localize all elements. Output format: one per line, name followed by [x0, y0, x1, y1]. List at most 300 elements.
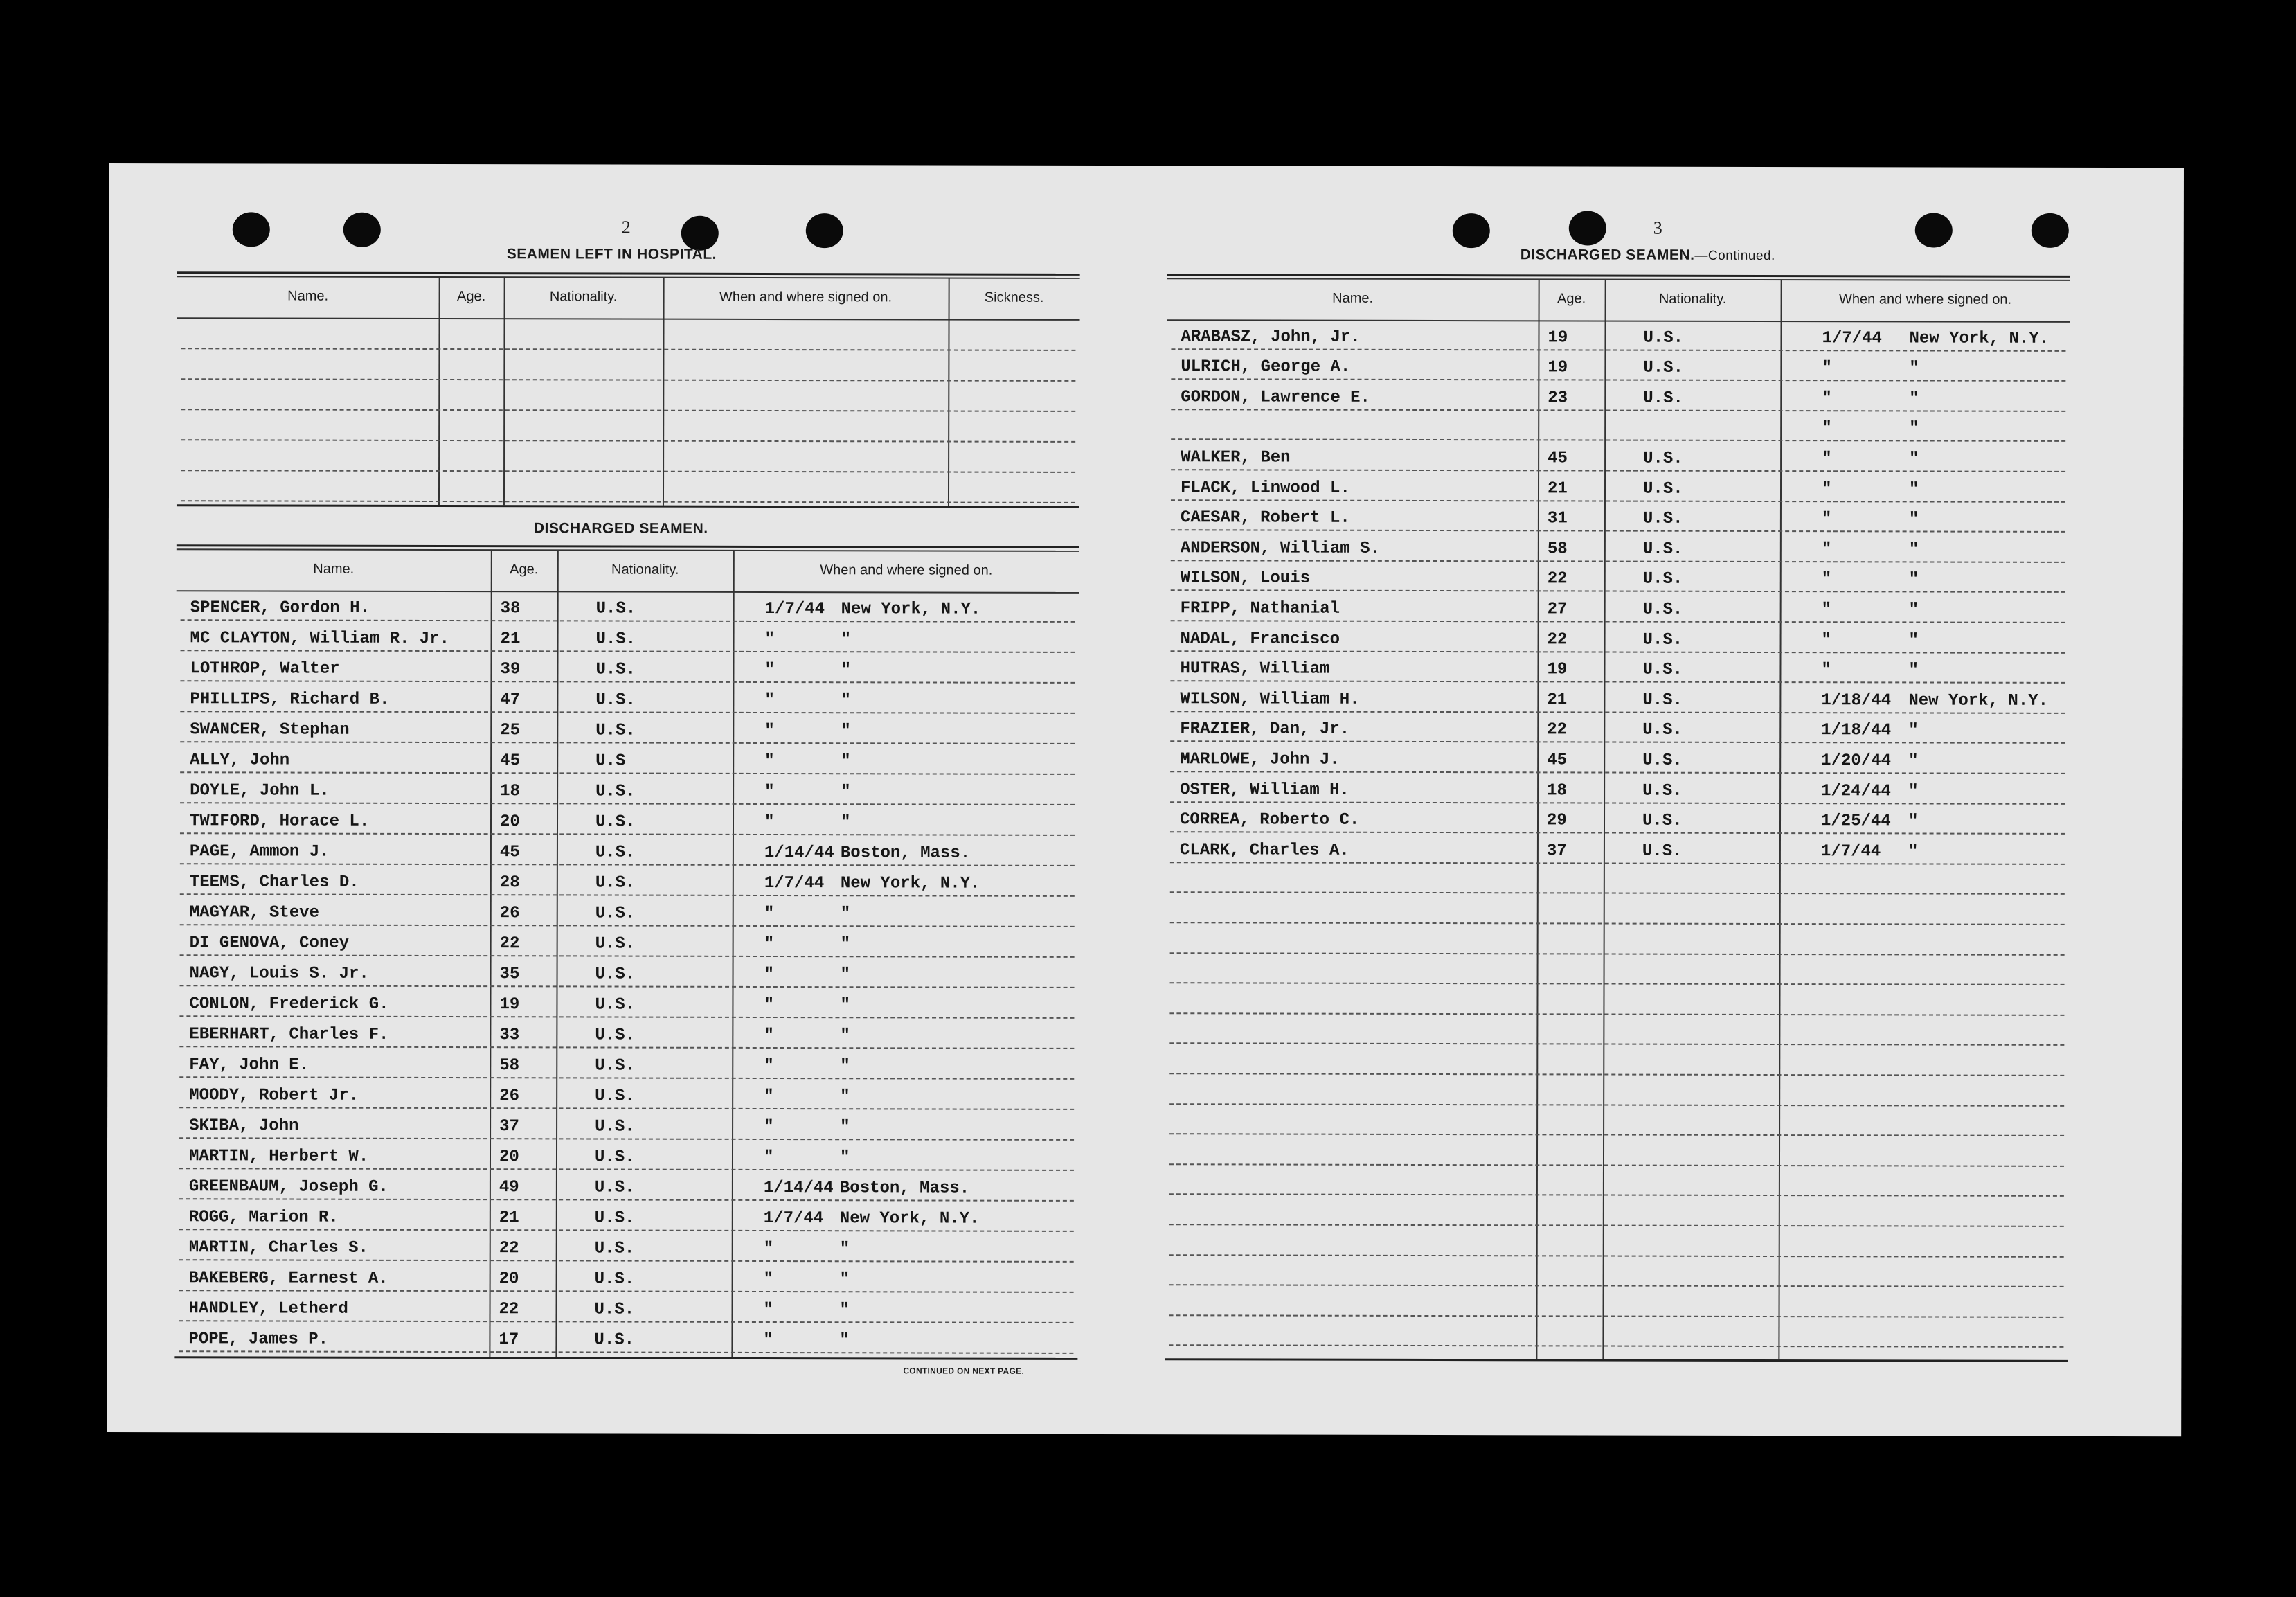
seaman-age: 38: [500, 599, 521, 618]
signed-on-date: ": [764, 721, 775, 741]
seaman-age: 45: [1548, 449, 1568, 468]
column-divider: [1536, 280, 1539, 1359]
seaman-name: FAY, John E.: [189, 1055, 310, 1075]
signed-on-date: ": [764, 812, 775, 832]
signed-on-date: 1/14/44: [763, 1178, 834, 1198]
seaman-nationality: U.S.: [594, 1300, 635, 1319]
seaman-name: MC CLAYTON, William R. Jr.: [190, 629, 450, 649]
signed-on-place: ": [1908, 661, 1919, 680]
hospital-table: [109, 163, 1148, 166]
row-rule: [1170, 680, 2065, 684]
rule: [177, 271, 1080, 276]
row-rule: [1170, 711, 2065, 714]
seaman-name: WALKER, Ben: [1181, 448, 1291, 467]
seaman-nationality: U.S.: [1642, 539, 1683, 559]
seaman-nationality: U.S.: [1642, 509, 1683, 528]
seaman-name: GORDON, Lawrence E.: [1181, 388, 1370, 407]
seaman-name: NAGY, Louis S. Jr.: [189, 964, 369, 983]
seaman-name: CAESAR, Robert L.: [1180, 508, 1350, 528]
page-number: 3: [1653, 217, 1662, 238]
signed-on-date: ": [1821, 539, 1832, 560]
row-rule: [179, 1198, 1074, 1202]
row-rule: [1169, 1194, 2064, 1197]
signed-on-place: ": [839, 1301, 850, 1320]
signed-on-place: ": [1908, 480, 1919, 499]
entry-line: [181, 500, 1075, 503]
seaman-nationality: U.S.: [1642, 690, 1683, 710]
seaman-name: SPENCER, Gordon H.: [190, 598, 370, 618]
signed-on-place: ": [1909, 389, 1919, 409]
row-rule: [1170, 801, 2065, 805]
signed-on-place: ": [1908, 751, 1919, 771]
signed-on-date: ": [764, 965, 774, 985]
row-rule: [179, 1290, 1074, 1293]
seaman-age: 47: [500, 690, 521, 710]
column-divider: [731, 551, 734, 1357]
signed-on-date: ": [764, 782, 775, 802]
hospital-section-title: SEAMEN LEFT IN HOSPITAL.: [506, 246, 717, 262]
seaman-name: FLACK, Linwood L.: [1180, 478, 1350, 498]
signed-on-place: ": [1909, 359, 1919, 378]
rule: [174, 1356, 1077, 1360]
table-row: [1148, 166, 2184, 168]
seaman-age: 27: [1547, 600, 1568, 619]
signed-on-date: ": [1822, 419, 1832, 438]
seaman-age: 37: [499, 1117, 519, 1136]
signed-on-date: ": [764, 1026, 774, 1046]
seaman-age: 21: [500, 630, 521, 649]
seaman-nationality: U.S.: [1642, 781, 1683, 801]
rule: [177, 548, 1079, 552]
col-header-0: Name.: [1332, 290, 1374, 306]
table-row: [1148, 166, 2184, 168]
seaman-name: ULRICH, George A.: [1181, 357, 1351, 377]
signed-on-date: 1/7/44: [764, 599, 825, 619]
col-header-3: When and where signed on.: [1839, 292, 2012, 307]
signed-on-place: ": [841, 691, 851, 711]
row-rule: [179, 1015, 1074, 1019]
binder-hole: [806, 213, 843, 248]
signed-on-date: ": [764, 690, 775, 711]
seaman-name: CLARK, Charles A.: [1179, 841, 1349, 860]
signed-on-date: ": [764, 995, 774, 1015]
seaman-age: 22: [1547, 720, 1568, 740]
seaman-name: BAKEBERG, Earnest A.: [188, 1269, 388, 1288]
seaman-name: ROGG, Marion R.: [188, 1208, 339, 1227]
seaman-nationality: U.S.: [594, 1148, 635, 1167]
seaman-name: MARLOWE, John J.: [1180, 750, 1340, 769]
signed-on-place: ": [841, 783, 851, 802]
signed-on-date: 1/20/44: [1821, 751, 1892, 771]
hospital-col-header: Sickness.: [984, 289, 1044, 305]
col-header-1: Age.: [1557, 291, 1586, 307]
signed-on-date: ": [1822, 359, 1832, 378]
hospital-col-header: Name.: [287, 288, 329, 304]
right-page: [1145, 166, 2184, 1436]
seaman-name: ARABASZ, John, Jr.: [1181, 327, 1361, 347]
binder-hole: [1915, 213, 1953, 247]
signed-on-date: ": [764, 630, 775, 650]
seaman-nationality: U.S.: [595, 995, 636, 1015]
col-header-2: Nationality.: [611, 562, 679, 578]
title-continued: —Continued.: [1694, 248, 1775, 264]
title-text: DISCHARGED SEAMEN.: [1520, 247, 1695, 263]
seaman-name: LOTHROP, Walter: [190, 659, 340, 679]
signed-on-date: ": [764, 751, 775, 771]
signed-on-place: ": [1908, 812, 1919, 831]
row-rule: [1171, 378, 2065, 382]
signed-on-place: ": [840, 1057, 850, 1076]
signed-on-place: ": [840, 1026, 850, 1046]
row-rule: [179, 1046, 1074, 1049]
seaman-age: 45: [500, 751, 521, 771]
seaman-nationality: U.S.: [595, 660, 636, 679]
signed-on-date: 1/24/44: [1821, 781, 1891, 801]
signed-on-place: ": [841, 722, 851, 741]
seaman-nationality: U.S.: [1642, 600, 1683, 619]
row-rule: [180, 985, 1075, 988]
signed-on-date: ": [763, 1330, 773, 1350]
seaman-name: NADAL, Francisco: [1180, 629, 1340, 649]
row-rule: [1171, 409, 2065, 412]
signed-on-place: New York, N.Y.: [839, 1209, 980, 1229]
row-rule: [1170, 982, 2065, 985]
seaman-name: MAGYAR, Steve: [189, 903, 319, 922]
table-row: [1148, 166, 2184, 168]
binder-hole: [681, 216, 719, 251]
signed-on-place: ": [1908, 721, 1919, 740]
seaman-name: TWIFORD, Horace L.: [189, 812, 370, 831]
seaman-name: MARTIN, Charles S.: [188, 1238, 368, 1258]
signed-on-date: 1/18/44: [1821, 690, 1892, 711]
seaman-nationality: U.S.: [1642, 570, 1683, 589]
seaman-nationality: U.S.: [1642, 811, 1683, 830]
seaman-nationality: U.S.: [595, 1117, 635, 1136]
row-rule: [179, 1137, 1074, 1141]
signed-on-date: 1/7/44: [1820, 841, 1881, 862]
seaman-nationality: U.S.: [595, 873, 636, 893]
entry-line: [181, 470, 1075, 473]
seaman-name: HUTRAS, William: [1180, 659, 1330, 679]
seaman-name: PHILLIPS, Richard B.: [190, 690, 390, 709]
signed-on-place: ": [840, 935, 851, 954]
binder-hole: [1453, 213, 1490, 248]
seaman-age: 22: [499, 934, 520, 954]
seaman-age: 22: [499, 1300, 519, 1319]
seaman-nationality: U.S.: [595, 934, 636, 954]
col-header-0: Name.: [313, 561, 355, 577]
signed-on-date: ": [1821, 479, 1832, 499]
seaman-name: OSTER, William H.: [1180, 780, 1349, 800]
binder-hole: [343, 213, 381, 247]
rule: [1167, 274, 2070, 278]
signed-on-date: ": [1822, 389, 1832, 409]
seaman-name: TEEMS, Charles D.: [189, 873, 359, 892]
seaman-nationality: U.S.: [595, 782, 636, 801]
entry-line: [181, 378, 1075, 382]
seaman-name: FRAZIER, Dan, Jr.: [1180, 720, 1350, 740]
ledger-sheet: [107, 163, 2184, 1436]
seaman-nationality: U.S.: [594, 1269, 635, 1289]
table-row: [1148, 166, 2184, 168]
signed-on-place: ": [840, 996, 850, 1015]
signed-on-place: Boston, Mass.: [840, 844, 971, 863]
row-rule: [1170, 922, 2065, 925]
seaman-age: 19: [1548, 328, 1568, 348]
seaman-age: 19: [1548, 358, 1568, 377]
signed-on-date: 1/7/44: [764, 873, 825, 893]
seaman-name: SKIBA, John: [189, 1116, 299, 1136]
seaman-age: 58: [1547, 539, 1568, 559]
row-rule: [1169, 1043, 2064, 1046]
table-row: [1148, 166, 2184, 168]
signed-on-date: ": [764, 1087, 774, 1107]
table-row: [1148, 166, 2184, 168]
seaman-nationality: U.S.: [595, 812, 636, 832]
left-page: [107, 163, 1148, 1434]
signed-on-place: New York, N.Y.: [840, 874, 980, 893]
table-row: [1148, 166, 2184, 168]
seaman-nationality: U.S.: [595, 721, 636, 740]
row-rule: [1169, 1073, 2064, 1076]
row-rule: [1171, 469, 2065, 472]
row-rule: [1169, 1284, 2064, 1287]
row-rule: [1169, 1224, 2064, 1227]
seaman-nationality: U.S.: [1643, 389, 1683, 408]
seaman-name: CONLON, Frederick G.: [189, 994, 389, 1014]
row-rule: [1170, 952, 2065, 956]
rule: [177, 317, 1080, 321]
column-divider: [555, 551, 558, 1357]
seaman-age: 23: [1548, 389, 1568, 408]
seaman-nationality: U.S.: [595, 690, 636, 710]
table-row: [1148, 166, 2184, 168]
rule: [177, 276, 1080, 279]
seaman-nationality: U.S: [595, 751, 626, 771]
signed-on-date: ": [763, 1239, 774, 1259]
row-rule: [180, 832, 1075, 836]
seaman-nationality: U.S.: [594, 1208, 635, 1228]
signed-on-place: ": [1909, 419, 1919, 438]
signed-on-date: ": [763, 1148, 774, 1168]
signed-on-place: ": [839, 1270, 850, 1290]
row-rule: [1171, 499, 2065, 503]
signed-on-place: ": [840, 904, 851, 924]
signed-on-place: ": [1908, 782, 1919, 801]
signed-on-place: ": [840, 965, 850, 985]
signed-on-place: New York, N.Y.: [841, 600, 981, 619]
seaman-nationality: U.S.: [1642, 660, 1683, 679]
seaman-age: 26: [499, 1087, 520, 1106]
signed-on-place: ": [1908, 540, 1919, 560]
entry-line: [181, 409, 1075, 412]
seaman-name: WILSON, Louis: [1180, 569, 1311, 589]
signed-on-place: ": [839, 1331, 850, 1350]
rule: [1165, 1358, 2068, 1362]
seaman-nationality: U.S.: [595, 843, 636, 862]
page-number: 2: [621, 217, 631, 238]
row-rule: [1171, 348, 2065, 352]
seaman-age: 29: [1546, 811, 1567, 830]
row-rule: [1169, 1314, 2064, 1318]
table-row: [1148, 166, 2184, 168]
signed-on-place: ": [1908, 510, 1919, 529]
row-rule: [1171, 650, 2065, 654]
signed-on-place: ": [840, 1087, 850, 1107]
seaman-age: 22: [1547, 569, 1568, 589]
hospital-col-header: Nationality.: [549, 289, 618, 305]
row-rule: [1169, 1133, 2064, 1136]
row-rule: [1171, 590, 2065, 594]
seaman-age: 18: [500, 782, 520, 801]
row-rule: [1171, 560, 2065, 563]
seaman-nationality: U.S.: [595, 1087, 635, 1106]
seaman-age: 19: [499, 995, 520, 1015]
seaman-age: 45: [1547, 751, 1568, 770]
continued-note: CONTINUED ON NEXT PAGE.: [903, 1366, 1025, 1376]
signed-on-place: New York, N.Y.: [1908, 691, 2049, 711]
seaman-age: 58: [499, 1056, 520, 1076]
seaman-age: 21: [499, 1208, 519, 1228]
seaman-age: 28: [499, 873, 520, 893]
seaman-nationality: U.S.: [1642, 841, 1683, 861]
table-row: [1148, 166, 2184, 168]
signed-on-date: ": [764, 1117, 774, 1137]
rule: [177, 504, 1079, 508]
row-rule: [179, 1259, 1074, 1263]
hospital-col-header: Age.: [456, 289, 486, 305]
rule: [177, 544, 1079, 548]
seaman-name: CORREA, Roberto C.: [1179, 810, 1360, 830]
signed-on-date: 1/18/44: [1821, 721, 1892, 740]
seaman-age: 20: [499, 812, 520, 832]
signed-on-place: ": [839, 1148, 850, 1168]
row-rule: [180, 771, 1075, 775]
seaman-age: 31: [1547, 509, 1568, 528]
seaman-nationality: U.S.: [595, 965, 636, 984]
column-divider: [1778, 280, 1782, 1359]
table-row: [1148, 166, 2184, 168]
signed-on-date: ": [1821, 661, 1831, 680]
row-rule: [1170, 892, 2065, 895]
signed-on-date: ": [1821, 510, 1832, 529]
seaman-name: ANDERSON, William S.: [1180, 539, 1380, 558]
table-row: [1148, 166, 2184, 168]
row-rule: [1171, 620, 2065, 623]
signed-on-place: ": [1908, 842, 1919, 862]
seaman-name: ALLY, John: [190, 751, 290, 770]
seaman-age: 33: [499, 1026, 520, 1045]
row-rule: [180, 802, 1075, 805]
signed-on-date: ": [1821, 600, 1832, 620]
signed-on-date: ": [764, 1056, 774, 1076]
row-rule: [1170, 741, 2065, 744]
seaman-age: 20: [499, 1269, 519, 1289]
seaman-age: 19: [1547, 660, 1568, 679]
seaman-nationality: U.S.: [595, 904, 636, 923]
seaman-name: GREENBAUM, Joseph G.: [188, 1177, 388, 1197]
seaman-nationality: U.S.: [594, 1330, 635, 1350]
seaman-nationality: U.S.: [1642, 479, 1683, 499]
signed-on-date: ": [1821, 570, 1832, 589]
row-rule: [180, 954, 1075, 958]
column-divider: [489, 551, 492, 1357]
table-row: [1148, 166, 2184, 168]
signed-on-date: 1/7/44: [763, 1208, 824, 1229]
signed-on-place: ": [841, 661, 851, 680]
row-rule: [179, 1320, 1073, 1323]
col-header-2: Nationality.: [1658, 291, 1727, 307]
seaman-age: 20: [499, 1148, 519, 1167]
row-rule: [1171, 529, 2065, 533]
seaman-name: DI GENOVA, Coney: [189, 934, 350, 953]
seaman-name: FRIPP, Nathanial: [1180, 599, 1340, 618]
seaman-nationality: U.S.: [595, 1026, 636, 1045]
row-rule: [1169, 1163, 2064, 1167]
seaman-age: 17: [499, 1330, 519, 1350]
binder-hole: [2032, 213, 2069, 248]
seaman-age: 26: [499, 904, 520, 923]
row-rule: [181, 650, 1075, 653]
entry-line: [181, 348, 1075, 351]
seaman-name: MARTIN, Herbert W.: [188, 1147, 369, 1166]
signed-on-date: 1/14/44: [764, 843, 834, 863]
seaman-name: POPE, James P.: [188, 1330, 329, 1349]
row-rule: [181, 619, 1075, 623]
discharged-continued-title: [1521, 247, 1775, 264]
seaman-nationality: U.S.: [595, 599, 636, 618]
signed-on-place: ": [1908, 600, 1919, 620]
row-rule: [1171, 439, 2065, 443]
signed-on-date: ": [763, 1300, 773, 1320]
seaman-name: DOYLE, John L.: [190, 781, 330, 801]
rule: [177, 590, 1079, 594]
seaman-nationality: U.S.: [595, 630, 636, 649]
signed-on-date: ": [1821, 630, 1831, 650]
seaman-name: MOODY, Robert Jr.: [189, 1086, 359, 1105]
row-rule: [179, 1076, 1074, 1080]
col-header-3: When and where signed on.: [820, 562, 993, 578]
seaman-name: SWANCER, Stephan: [190, 720, 350, 740]
signed-on-date: ": [764, 904, 775, 924]
rule: [1167, 319, 2070, 323]
seaman-name: WILSON, William H.: [1180, 690, 1360, 709]
row-rule: [1169, 1345, 2063, 1348]
seaman-age: 18: [1547, 780, 1567, 801]
column-divider: [1602, 280, 1606, 1359]
entry-line: [181, 439, 1075, 443]
signed-on-place: ": [841, 630, 851, 650]
seaman-nationality: U.S.: [1643, 328, 1684, 348]
table-row: [1148, 166, 2184, 168]
row-rule: [180, 924, 1075, 927]
signed-on-date: ": [764, 934, 775, 954]
seaman-nationality: U.S.: [595, 1056, 635, 1076]
table-row: [1148, 166, 2184, 168]
row-rule: [1169, 1012, 2064, 1016]
row-rule: [180, 893, 1075, 897]
signed-on-place: ": [839, 1240, 850, 1259]
row-rule: [179, 1229, 1074, 1232]
table-row: [1148, 166, 2184, 168]
signed-on-place: ": [840, 1118, 850, 1137]
signed-on-place: ": [1908, 570, 1919, 589]
seaman-name: HANDLEY, Letherd: [188, 1299, 349, 1319]
row-rule: [179, 1168, 1074, 1171]
signed-on-date: ": [764, 660, 775, 680]
signed-on-place: ": [841, 752, 851, 771]
row-rule: [1170, 771, 2065, 774]
